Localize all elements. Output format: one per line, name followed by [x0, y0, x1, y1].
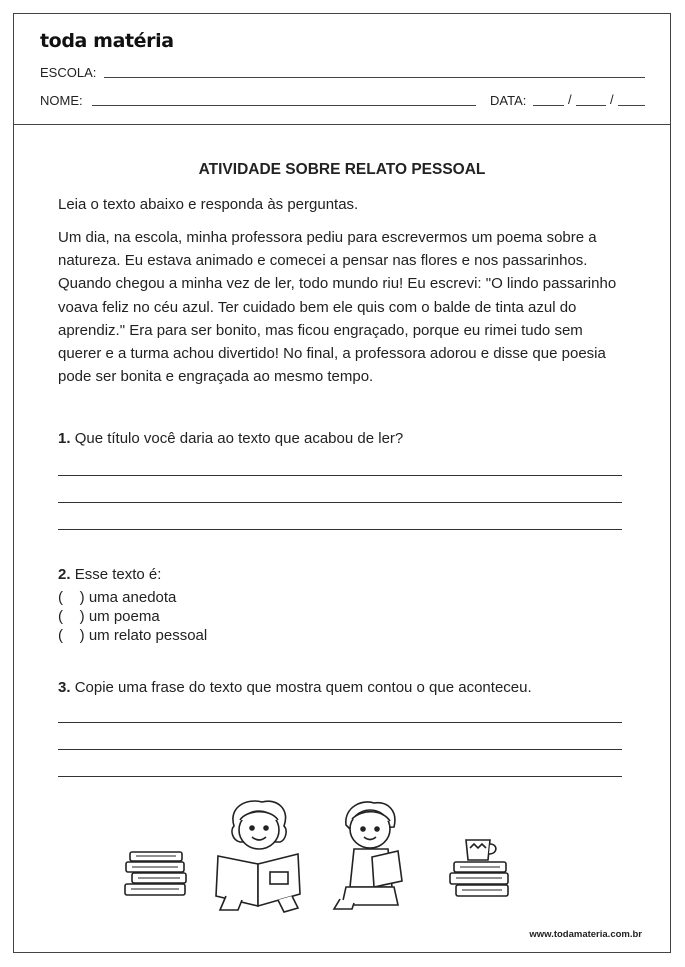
- logo: toda matéria: [40, 30, 174, 52]
- option-anedota[interactable]: ( ) uma anedota: [58, 589, 177, 606]
- instruction-text: Leia o texto abaixo e responda às perguntas.: [58, 196, 359, 213]
- date-day-field[interactable]: [533, 105, 564, 106]
- question-3: [58, 679, 532, 696]
- school-field[interactable]: [104, 77, 645, 78]
- boy-reading-book-icon: [212, 796, 307, 914]
- question-number: 2.: [58, 566, 71, 583]
- option-relato-pessoal[interactable]: ( ) um relato pessoal: [58, 627, 208, 644]
- books-stack-icon: [122, 849, 192, 901]
- answer-line[interactable]: [58, 776, 622, 777]
- date-separator: /: [568, 92, 572, 107]
- answer-line[interactable]: [58, 722, 622, 723]
- answer-line[interactable]: [58, 749, 622, 750]
- footer-website: www.todamateria.com.br: [529, 929, 642, 940]
- header: [14, 14, 670, 125]
- boy-kneeling-reading-icon: [332, 799, 412, 913]
- school-label: ESCOLA:: [40, 65, 97, 80]
- question-number: 1.: [58, 430, 71, 447]
- option-poema[interactable]: ( ) um poema: [58, 608, 160, 625]
- story-text: Um dia, na escola, minha professora pediu para escrevermos um poema sobre a natureza. Eu estava animado e comecei a pensar nas flores e nos passarinhos. Quando chegou a minha vez de ler, todo mundo riu! Eu escrevi: "O lindo passarinho voava feliz no céu azul. Ter cuidado bem ele quis com o balde de tinta azul do aprendiz." Era para ser bonito, mas ficou engraçado, porque eu rimei tudo sem querer e a turma achou divertido! No final, a professora adorou e disse que poesia pode ser bonita e engraçada ao mesmo tempo.: [58, 229, 617, 386]
- question-text: Esse texto é:: [74, 566, 162, 583]
- question-2: [58, 566, 161, 583]
- worksheet-title: ATIVIDADE SOBRE RELATO PESSOAL: [198, 161, 486, 178]
- answer-line[interactable]: [58, 529, 622, 530]
- worksheet-page: [13, 13, 671, 953]
- name-label: NOME:: [40, 93, 83, 108]
- date-year-field[interactable]: [618, 105, 645, 106]
- question-1: [58, 430, 403, 447]
- date-label: DATA:: [490, 93, 527, 108]
- answer-line[interactable]: [58, 475, 622, 476]
- question-text: Que título você daria ao texto que acabou de ler?: [74, 430, 404, 447]
- answer-line[interactable]: [58, 502, 622, 503]
- name-field[interactable]: [92, 105, 476, 106]
- books-with-mug-icon: [446, 836, 516, 904]
- date-month-field[interactable]: [576, 105, 606, 106]
- question-text: Copie uma frase do texto que mostra quem contou o que aconteceu.: [74, 679, 532, 696]
- question-number: 3.: [58, 679, 71, 696]
- date-separator: /: [610, 92, 614, 107]
